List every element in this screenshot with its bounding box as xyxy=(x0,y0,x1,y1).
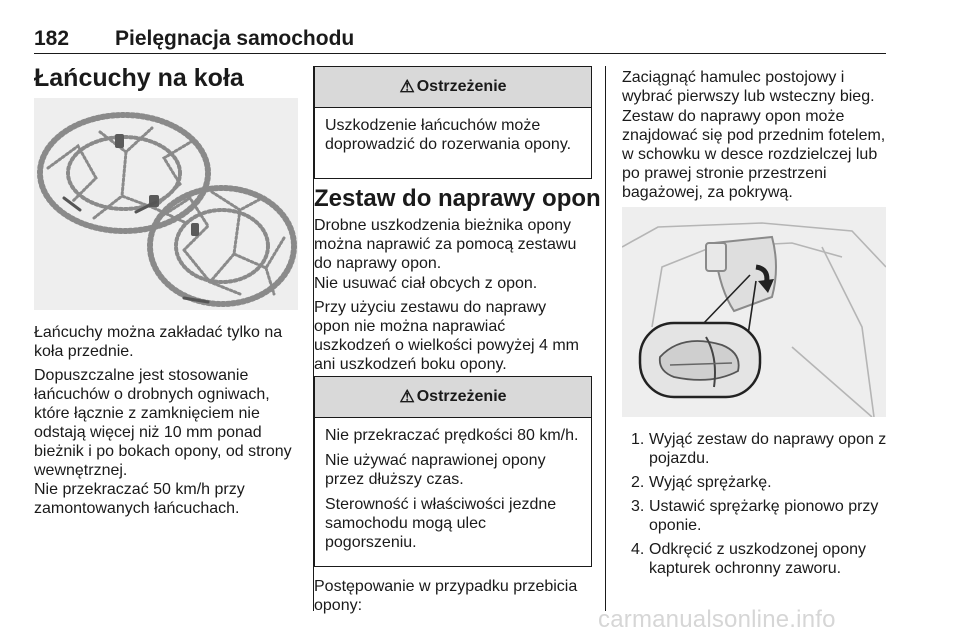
step-number: 4. xyxy=(631,541,645,558)
warning-title: Ostrzeżenie xyxy=(416,388,507,405)
snow-chains-drawing xyxy=(34,98,298,310)
paragraph: Nie przekraczać 50 km/h przy zamontowanych łańcuchach. xyxy=(34,481,245,517)
step-text: Odkręcić z uszkodzonej opony kapturek ochronny zaworu. xyxy=(649,541,866,577)
page-number: 182 xyxy=(34,27,70,50)
warning-text: Sterowność i właściwości jezdne samochodu mogą ulec pogorszeniu. xyxy=(325,496,557,551)
paragraph: Zaciągnąć hamulec postojowy i wybrać pierwszy lub wsteczny bieg. xyxy=(622,69,875,105)
step-text: Wyjąć zestaw do naprawy opon z pojazdu. xyxy=(649,431,887,467)
paragraph: Postępowanie w przypadku przebicia opony: xyxy=(314,578,578,614)
warning-body xyxy=(315,426,591,552)
snow-chains-illustration xyxy=(34,98,298,310)
paragraph: Drobne uszkodzenia bieżnika opony można naprawić za pomocą zestawu do naprawy opon. xyxy=(314,217,577,272)
page-header xyxy=(34,25,886,54)
chapter-title: Pielęgnacja samochodu xyxy=(115,27,355,50)
list-item xyxy=(622,430,892,468)
step-text: Wyjąć sprężarkę. xyxy=(649,474,772,491)
warning-text: Nie używać naprawionej opony przez dłuższy czas. xyxy=(325,452,546,488)
warning-body xyxy=(315,116,591,154)
list-item xyxy=(622,540,892,578)
section-heading-tyre-repair-kit: Zestaw do naprawy opon xyxy=(314,185,601,212)
paragraph: Nie usuwać ciał obcych z opon. xyxy=(314,275,538,292)
step-number: 2. xyxy=(631,474,645,491)
warning-triangle-icon: ⚠ xyxy=(399,77,415,96)
section-heading-snow-chains: Łańcuchy na koła xyxy=(34,64,244,92)
paragraph: Przy użyciu zestawu do naprawy opon nie można naprawiać uszkodzeń o wielkości powyżej 4 mm ani uszkodzeń boku opony. xyxy=(314,299,579,373)
warning-title: Ostrzeżenie xyxy=(416,78,507,95)
warning-triangle-icon: ⚠ xyxy=(399,387,415,406)
paragraph: Łańcuchy można zakładać tylko na koła przednie. xyxy=(34,324,283,360)
trunk-repair-kit-illustration xyxy=(622,207,886,417)
warning-box xyxy=(314,376,592,567)
trunk-drawing xyxy=(622,207,886,417)
step-number: 3. xyxy=(631,498,645,515)
step-number: 1. xyxy=(631,431,645,448)
warning-box xyxy=(314,66,592,179)
instruction-steps xyxy=(622,430,892,583)
watermark: carmanualsonline.info xyxy=(598,606,836,633)
warning-header xyxy=(315,377,591,418)
warning-text: Nie przekraczać prędkości 80 km/h. xyxy=(325,427,579,444)
warning-text: Uszkodzenie łańcuchów może doprowadzić do rozerwania opony. xyxy=(325,117,572,153)
list-item xyxy=(622,497,892,535)
step-text: Ustawić sprężarkę pionowo przy oponie. xyxy=(649,498,879,534)
paragraph: Dopuszczalne jest stosowanie łańcuchów o drobnych ogniwach, które łącznie z zamknięciem nie odstają więcej niż 10 mm ponad bieżnik i po bokach opony, od strony wewnętrznej. xyxy=(34,367,292,479)
list-item xyxy=(622,473,892,492)
column-divider xyxy=(605,66,606,611)
paragraph: Zestaw do naprawy opon może znajdować się pod przednim fotelem, w schowku w desce rozdzielczej lub po prawej stronie przestrzeni bagażowej, za pokrywą. xyxy=(622,108,886,201)
warning-header xyxy=(315,67,591,108)
